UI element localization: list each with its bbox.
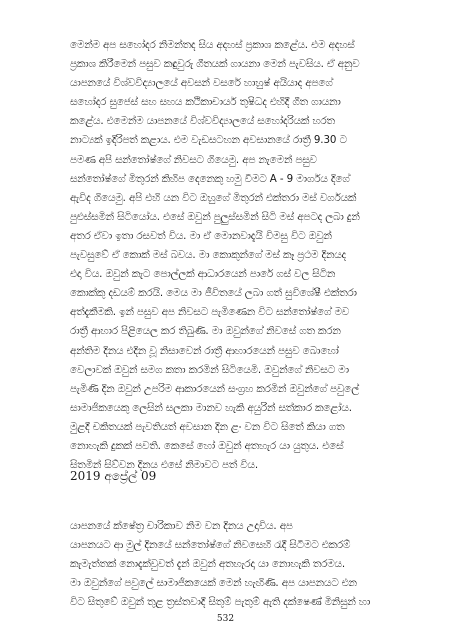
text-line: අන්තිම දිනය එදින වූ නිසාවෙන් රාත්‍රී ආහාරයෙන් පසුව බොහෝ bbox=[70, 344, 339, 357]
text-line: මා ඔවුන්ගේ පවුලේ සාමාජිකයෙක් මෙන් හැඟිණි. අප යාපනයට එන bbox=[70, 577, 357, 590]
text-line: අත්දැකීමකි. ඉන් පසුව අප නිවසට පැමිණෙන විට සන්තෝෂ්ගේ මව bbox=[70, 306, 350, 319]
text-line: කළේය. එමෙන්ම යාපනයේ විශ්වවිද්‍යාලයේ සහෝදරියක් හරත bbox=[70, 115, 335, 128]
text-line: ප්‍රකාශ කිරීමෙන් පසුව කඳුවුරු ගීතයක් ගායනා මෙන් පැවසිය. ඒ අනුව bbox=[70, 58, 360, 71]
text-line: වෙලාවක් ඔවුන් සමග කතා කරමින් සිටියෙමි. ඔවුන්ගේ නිවසට මා bbox=[70, 363, 349, 376]
page-number: 532 bbox=[216, 614, 235, 624]
body-paragraph bbox=[70, 36, 388, 475]
text-line: පැවසුවේ ඒ කොක් මස් බවය. මා කොකුන්ගේ මස් කෑ ප්‍රථම දිනයද bbox=[70, 249, 346, 262]
text-line: එදා විය. ඔවුන් කැට පොල්ලක් ආධාරයෙන් පාරේ ගස් වල සිටින bbox=[70, 268, 336, 281]
text-line: මෙන්ම අප සහෝදර නිමන්තද සිය අදහස් ප්‍රකාශ කළේය. එම අදහස් bbox=[70, 39, 355, 51]
text-line: විට සිතුවේ ඔවුන් තුළ ත්‍රස්තවාදී සිතුම් පැතුම් ඇති දක්ෂෙණ් මිනිසුන් හා bbox=[70, 596, 371, 609]
text-line: සහෝදර සුජෙස් සහ සහය කථිකාචාර්ය තුෂිධද එහිදී ගීත ගායනා bbox=[70, 96, 341, 109]
text-line: යාපනයේ ක්ෂේත්‍ර චාරිකාව නිම වන දිනය උදාවිය. අප bbox=[70, 520, 293, 532]
text-line: පමණ අපි සන්තෝෂ්ගේ නිවසට ගියෙමු. අප නැමෙන් පසුව bbox=[70, 153, 317, 166]
text-line: පුළුස්සමින් සිටියෝය. එසේ ඔවුන් පුලුස්සමින් සිටි මස් අපටද ලබා දුන් bbox=[70, 210, 360, 223]
body-paragraph bbox=[70, 517, 388, 612]
text-line: යාපනයට ආ මුල් දිනයේ සන්තෝෂ්ගේ නිවසෙහි රැදී සිටීමට එකරම් bbox=[70, 539, 351, 552]
text-line: රාත්‍රී ආහාර පිළියෙල කර තිබුණි. මා ඔවුන්ගේ නිවසේ ගත කරන bbox=[70, 325, 341, 338]
text-line: මුළදී චකිතයක් පැවතියත් අවසාන දින ළං වන විට සිතේ කියා ගත bbox=[70, 420, 345, 433]
text-line: කැමැත්තක් නොදැක්වුවත් දැන් ඔවුන් අතහැරදා යා නොහැකි තරමය. bbox=[70, 558, 346, 571]
text-line: නාට්‍යක් ඉදිරිපත් කළාය. එම වැඩසටහන අවසානයේ රාත්‍රී 9.30 ට bbox=[70, 134, 347, 147]
text-line: සන්තෝෂ්ගේ මිතුරන් කිහිප දෙනෙකු හමු වීමට A - 9 මාර්ගය දිගේ bbox=[70, 172, 350, 185]
text-line: පැමිණි දින ඔවුන් උපරිම ආකාරයෙන් සංග්‍රහ කරමින් ඔවුන්ගේ පවුලේ bbox=[70, 382, 359, 395]
text-line: නොහැකි දුකක් පවති. කෙසේ හෝ ඔවුන් අතහැර යා යුතුය. එසේ bbox=[70, 439, 344, 452]
date-heading: 2019 අප්‍රේල් 09 bbox=[70, 469, 157, 483]
text-line: අතර ඒවා ඉතා රසවත් විය. මා ඒ මොනවාදැයි විමසු විට ඔවුන් bbox=[70, 229, 332, 242]
text-line: ඇවිද ගියෙමු. අපි එහි යන විට ඔහුගේ මිතුරන් එක්තරා මස් වර්ගයක් bbox=[70, 191, 357, 204]
text-line: සිතමින් සිව්වන දිනය එසේ නිමාවට පත් විය. bbox=[70, 459, 259, 472]
text-line: සාමාජිකයෙකු ලෙසින් සලකා මානව හැකි අයුරින් සත්කාර කළෝය. bbox=[70, 401, 352, 414]
text-line: කොක්කු දඩයම් කරයි. මෙය මා ජීවිතයේ ලබා ගත් සුවිශේෂී එක්තරා bbox=[70, 287, 357, 300]
text-line: යාපනයේ විශ්වවිද්‍යාලයේ අවසන් වසරේ හාහුෂ් අයියාද අපගේ bbox=[70, 77, 333, 90]
